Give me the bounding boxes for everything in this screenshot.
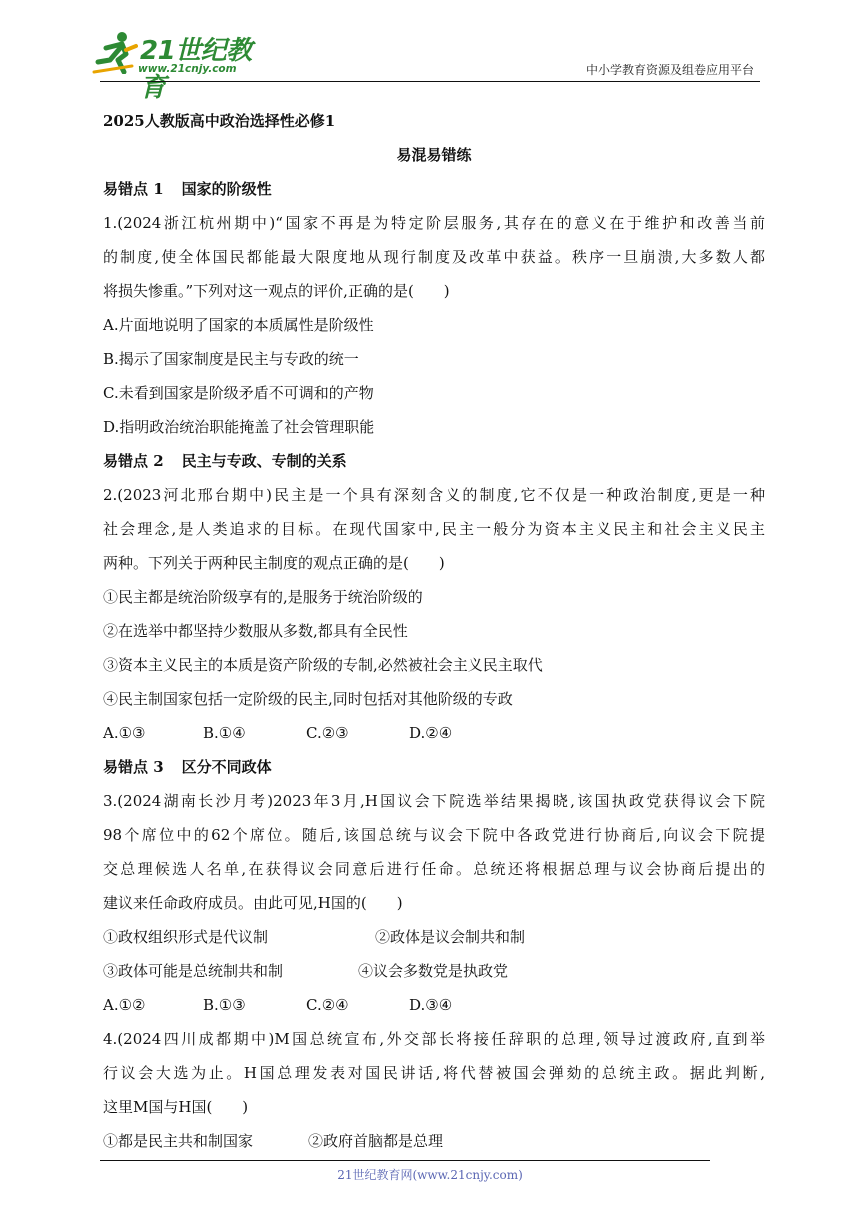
error-point-heading	[103, 750, 765, 784]
question-line: 1.(2024浙江杭州期中)“国家不再是为特定阶层服务,其存在的意义在于维护和改善当前	[103, 214, 765, 232]
option-a: A.片面地说明了国家的本质属性是阶级性	[103, 316, 374, 334]
question-line: 98个席位中的62个席位。随后,该国总统与议会下院中各政党进行协商后,向议会下院提	[103, 826, 765, 844]
statement-row	[103, 1124, 765, 1158]
statement: ③资本主义民主的本质是资产阶级的专制,必然被社会主义民主取代	[103, 656, 543, 674]
question-line: 社会理念,是人类追求的目标。在现代国家中,民主一般分为资本主义民主和社会主义民主	[103, 520, 765, 538]
statement-row	[103, 920, 765, 954]
statement: ④议会多数党是执政党	[358, 962, 509, 980]
question-line: 交总理候选人名单,在获得议会同意后进行任命。总统还将根据总理与议会协商后提出的	[103, 860, 765, 878]
choice-d: D.②④	[409, 724, 453, 742]
statement: ③政体可能是总统制共和制	[103, 962, 284, 980]
error-point-title: 民主与专政、专制的关系	[181, 452, 347, 470]
statement: ①政权组织形式是代议制	[103, 928, 269, 946]
answer-choices	[103, 988, 765, 1022]
logo-url: www.21cnjy.com	[138, 63, 237, 75]
logo	[92, 30, 267, 103]
platform-name: 中小学教育资源及组卷应用平台	[585, 63, 754, 77]
option-c: C.未看到国家是阶级矛盾不可调和的产物	[103, 384, 374, 402]
option-b: B.揭示了国家制度是民主与专政的统一	[103, 350, 359, 368]
choice-c: C.②④	[306, 996, 349, 1014]
page-header	[0, 0, 860, 103]
choice-b: B.①④	[203, 724, 246, 742]
choice-b: B.①③	[203, 996, 246, 1014]
question-line: 将损失惨重。”下列对这一观点的评价,正确的是( )	[103, 282, 450, 300]
statement: ②政体是议会制共和制	[375, 928, 526, 946]
document-body	[103, 104, 765, 1158]
statement: ④民主制国家包括一定阶级的民主,同时包括对其他阶级的专政	[103, 690, 513, 708]
runner-logo-icon	[92, 30, 138, 74]
question-line: 的制度,使全体国民都能最大限度地从现行制度及改革中获益。秩序一旦崩溃,大多数人都	[103, 248, 765, 266]
logo-text: 21世纪教育	[140, 36, 252, 103]
statement: ①民主都是统治阶级享有的,是服务于统治阶级的	[103, 588, 423, 606]
choice-c: C.②③	[306, 724, 349, 742]
error-point-label: 易错点 1	[103, 180, 164, 198]
error-point-label: 易错点 3	[103, 758, 164, 776]
error-point-title: 区分不同政体	[181, 758, 272, 776]
option-d: D.指明政治统治职能掩盖了社会管理职能	[103, 418, 375, 436]
question-line: 行议会大选为止。H国总理发表对国民讲话,将代替被国会弹劾的总统主政。据此判断,	[103, 1064, 765, 1082]
answer-choices	[103, 716, 765, 750]
footer-divider	[100, 1160, 710, 1161]
course-title: 2025人教版高中政治选择性必修1	[103, 112, 336, 130]
error-point-title: 国家的阶级性	[181, 180, 272, 198]
error-point-heading	[103, 172, 765, 206]
statement: ②政府首脑都是总理	[308, 1132, 444, 1150]
statement-row	[103, 954, 765, 988]
question-line: 3.(2024湖南长沙月考)2023年3月,H国议会下院选举结果揭晓,该国执政党获得议会下院	[103, 792, 765, 810]
question-line: 两种。下列关于两种民主制度的观点正确的是( )	[103, 554, 445, 572]
section-title: 易混易错练	[396, 146, 472, 164]
question-line: 建议来任命政府成员。由此可见,H国的( )	[103, 894, 403, 912]
question-line: 4.(2024四川成都期中)M国总统宣布,外交部长将接任辞职的总理,领导过渡政府,直到举	[103, 1030, 765, 1048]
error-point-label: 易错点 2	[103, 452, 164, 470]
choice-d: D.③④	[409, 996, 453, 1014]
header-divider	[100, 81, 760, 82]
question-line: 这里M国与H国( )	[103, 1098, 249, 1116]
choice-a: A.①③	[103, 724, 146, 742]
question-line: 2.(2023河北邢台期中)民主是一个具有深刻含义的制度,它不仅是一种政治制度,更是一种	[103, 486, 765, 504]
footer-text: 21世纪教育网(www.21cnjy.com)	[337, 1168, 523, 1182]
error-point-heading	[103, 444, 765, 478]
statement: ①都是民主共和制国家	[103, 1132, 254, 1150]
statement: ②在选举中都坚持少数服从多数,都具有全民性	[103, 622, 408, 640]
choice-a: A.①②	[103, 996, 146, 1014]
